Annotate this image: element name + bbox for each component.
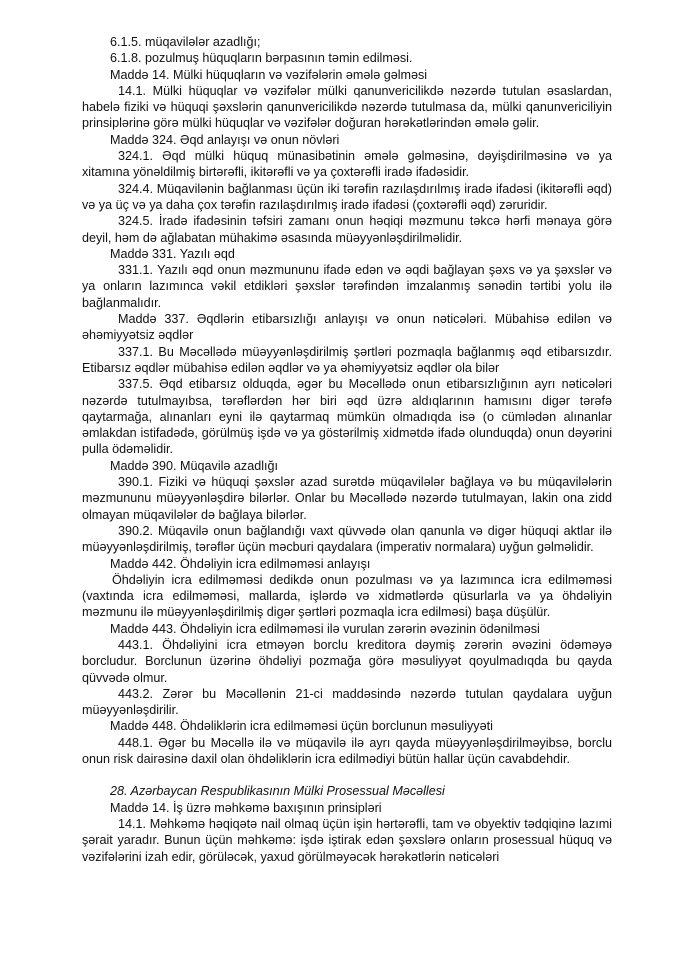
paragraph: 324.1. Əqd mülki hüquq münasibətinin əmələ gəlməsinə, dəyişdirilməsinə və ya xitamına yönəldilmiş birtərəfli, ikitərəfli və ya çoxtərəfli iradə ifadəsidir. — [82, 149, 612, 180]
paragraph: Maddə 390. Müqavilə azadlığı — [110, 458, 279, 473]
paragraph: 390.1. Fiziki və hüquqi şəxslər azad surətdə müqavilələr bağlaya və bu müqavilələrin məzmununu müəyyənləşdirə bilərlər. Onlar bu Məcəllədə nəzərdə tutulmayan, lakin ona zidd olmayan müqavilələr də bağlaya bilərlər. — [82, 475, 612, 522]
paragraph: 324.5. İradə ifadəsinin təfsiri zamanı onun həqiqi məzmunu təkcə hərfi mənaya görə deyil, həm də ağlabatan mühakimə əsasında müəyyənləşdirilməlidir. — [82, 214, 612, 245]
paragraph: Maddə 14. Mülki hüquqların və vəzifələrin əmələ gəlməsi — [110, 67, 428, 82]
paragraph: 448.1. Əgər bu Məcəllə ilə və müqavilə ilə ayrı qayda müəyyənləşdirilməyibsə, borclu onun risk dairəsinə daxil olan öhdəliklərin icra edilmədiyi bütün hallar üçün cavabdehdir. — [82, 735, 612, 767]
paragraph: 6.1.5. müqavilələr azadlığı; — [110, 35, 261, 49]
document-page — [82, 34, 612, 865]
paragraph: 14.1. Məhkəmə həqiqətə nail olmaq üçün işin hərtərəfli, tam və obyektiv tədqiqinə lazımi şərait yaradır. Bunun üçün məhkəmə: işdə iştirak edən şəxslərə onların prosessual hüquq və vəzifələrini izah edir, görüləcək, yaxud görülməyəcək hərəkətlərin nəticələri — [82, 816, 612, 864]
paragraph: 331.1. Yazılı əqd onun məzmununu ifadə edən və əqdi bağlayan şəxs və ya şəxslər və ya onların lazımınca vəkil etdikləri şəxslər tərəfindən imzalanmış sənədin tərtibi yolu ilə bağlanmalıdır. — [82, 263, 612, 310]
paragraph: 14.1. Mülki hüquqlar və vəzifələr mülki qanunvericilikdə nəzərdə tutulan əsaslardan, habelə fiziki və hüquqi şəxslərin qanunvericilikdə nəzərdə tutulmasa da, mülki qanunvericiliyin prinsiplərinə görə mülki hüquqlar və vəzifələr doğuran hərəkətlərindən əmələ gəlir. — [82, 83, 612, 131]
section-title: 28. Azərbaycan Respublikasının Mülki Prosessual Məcəllesi — [110, 784, 445, 799]
paragraph: Öhdəliyin icra edilməməsi dedikdə onun pozulması və ya lazımınca icra edilməməsi (vaxtında icra edilməməsi, mallarda, işlərdə və xidmətlərdə qüsurlarla və ya öhdəliyin məzmunu ilə müəyyənləşdirilmiş digər şərtləri pozmaqla icra edilməsi) başa düşülür. — [82, 572, 612, 620]
paragraph: Maddə 14. İş üzrə məhkəmə baxışının prinsipləri — [110, 800, 382, 815]
paragraph: Maddə 448. Öhdəliklərin icra edilməməsi üçün borclunun məsuliyyəti — [110, 719, 493, 734]
paragraph: Maddə 324. Əqd anlayışı və onun növləri — [110, 132, 340, 147]
paragraph: Maddə 331. Yazılı əqd — [110, 246, 235, 261]
paragraph: Maddə 443. Öhdəliyin icra edilməməsi ilə vurulan zərərin əvəzinin ödənilməsi — [110, 621, 540, 636]
paragraph: 443.1. Öhdəliyini icra etməyən borclu kreditora dəymiş zərərin əvəzini ödəməyə borcludur. Borclunun üzərinə öhdəliyi pozmağa görə məsuliyyət qoyulmadıqda bu qayda qüvvədə olmur. — [82, 637, 612, 685]
paragraph: Maddə 337. Əqdlərin etibarsızlığı anlayışı və onun nəticələri. Mübahisə edilən və əhəmiyyətsiz əqdlər — [82, 312, 612, 343]
section-civil-code — [82, 34, 612, 767]
paragraph: 6.1.8. pozulmuş hüquqların bərpasının təmin edilməsi. — [110, 51, 413, 66]
paragraph: 337.5. Əqd etibarsız olduqda, əgər bu Məcəllədə onun etibarsızlığının ayrı nəticələri nəzərdə tutulmayıbsa, tərəflərdən hər biri əqd üzrə aldıqlarının hamısını digər tərəfə qaytarmağa, alınanları eyni ilə qaytarmaq mümkün olmadıqda isə (o cümlədən alınanlar əmlakdan istifadədə, görülmüş işdə və ya göstərilmiş xidmətdə ifadə olunduqda) onun dəyərini pulla ödəməlidir. — [82, 377, 612, 457]
paragraph: 443.2. Zərər bu Məcəllənin 21-ci maddəsində nəzərdə tutulan qaydalara uyğun müəyyənləşdirilir. — [82, 686, 612, 718]
section-gap — [82, 767, 612, 783]
paragraph: 324.4. Müqavilənin bağlanması üçün iki tərəfin razılaşdırılmış iradə ifadəsi (ikitərəfli əqd) və ya üç və ya daha çox tərəfin razılaşdırılmış iradə ifadəsi (çoxtərəfli əqd) zəruridir. — [82, 181, 612, 212]
section-procedural-code — [82, 800, 612, 865]
paragraph: 337.1. Bu Məcəllədə müəyyənləşdirilmiş şərtləri pozmaqla bağlanmış əqd etibarsızdır. Etibarsız əqdlər mübahisə edilən əqdlər və ya əhəmiyyətsiz əqdlər ola bilər — [82, 344, 612, 375]
paragraph: 390.2. Müqavilə onun bağlandığı vaxt qüvvədə olan qanunla və digər hüquqi aktlar ilə müəyyənləşdirilmiş, tərəflər üçün məcburi qaydalara (imperativ normalara) uyğun gəlməlidir. — [82, 523, 612, 555]
paragraph: Maddə 442. Öhdəliyin icra edilməməsi anlayışı — [110, 556, 371, 571]
